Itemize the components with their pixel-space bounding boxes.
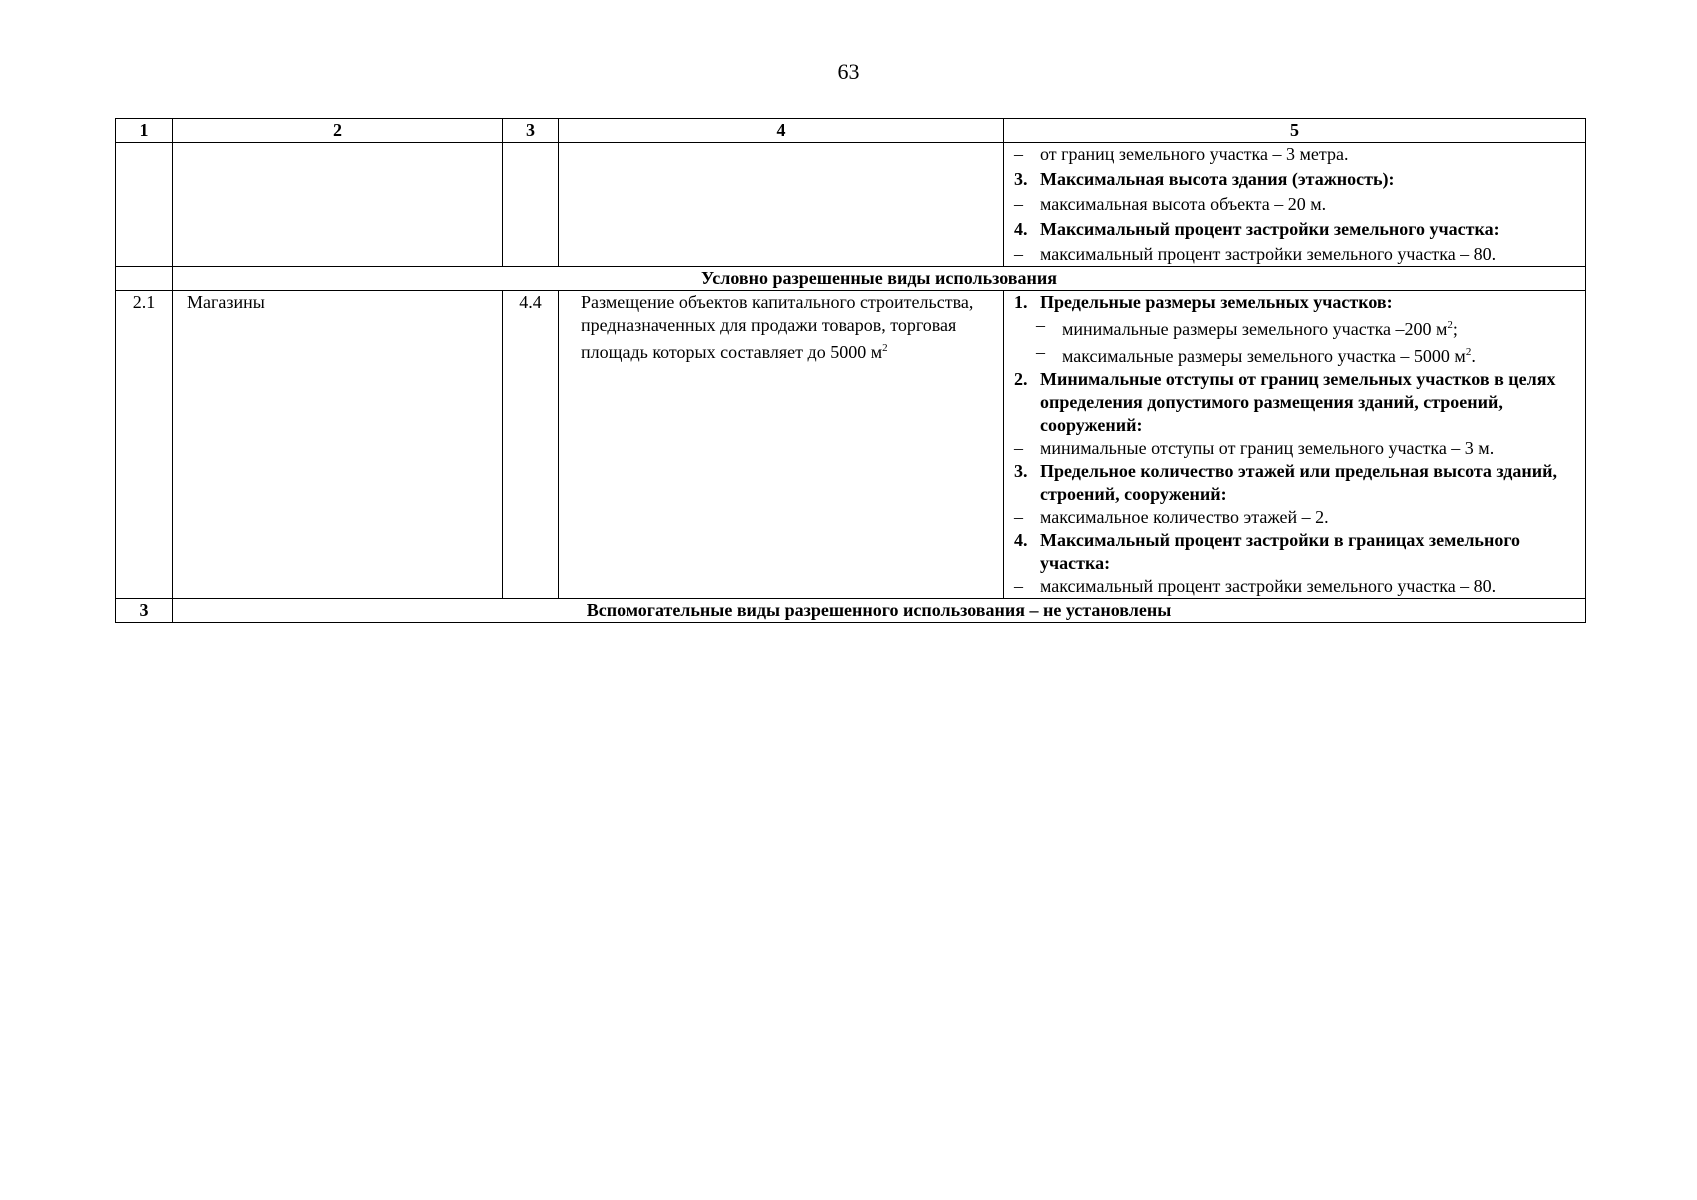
param-superscript: 2 [1447,319,1453,331]
section-conditional-row [116,267,1586,291]
use-type-description [559,291,1004,599]
param-heading-text: Максимальная высота здания (этажность): [1040,169,1395,189]
param-text-main: минимальные размеры земельного участка –200 м [1062,319,1448,339]
param-heading-text: Предельное количество этажей или предельная высота зданий, строений, сооружений: [1040,461,1558,504]
regulations-table [115,118,1586,623]
continuation-cell-3 [503,143,559,267]
param-line [1010,143,1579,166]
description-superscript: 2 [882,342,888,354]
param-heading-text: Предельные размеры земельных участков: [1040,292,1393,312]
dash-marker: – [1014,438,1023,458]
header-cell-5: 5 [1004,119,1586,143]
header-cell-4: 4 [559,119,1004,143]
param-heading-text: Максимальный процент застройки в границах земельного участка: [1040,530,1521,573]
param-text-main: максимальные размеры земельного участка – 5000 м [1062,346,1466,366]
auxiliary-uses-row [116,599,1586,623]
auxiliary-row-number: 3 [116,599,173,623]
param-text: максимальный процент застройки земельного участка – 80. [1040,576,1497,596]
param-text: от границ земельного участка – 3 метра. [1040,144,1349,164]
section-conditional-title: Условно разрешенные виды использования [173,267,1586,291]
row-number: 2.1 [116,291,173,599]
param-text [1062,314,1579,341]
number-marker: 1. [1014,292,1028,312]
dash-marker: – [1014,194,1023,214]
param-text: максимальная высота объекта – 20 м. [1040,194,1327,214]
param-text-end: ; [1452,319,1458,339]
table-row [116,291,1586,599]
header-cell-3: 3 [503,119,559,143]
param-text: минимальные отступы от границ земельного участка – 3 м. [1040,438,1495,458]
classifier-code: 4.4 [503,291,559,599]
param-heading [1010,168,1579,191]
param-line [1010,314,1579,341]
section-num-cell [116,267,173,291]
dash-marker: – [1014,576,1023,596]
param-heading [1010,291,1579,314]
param-line [1010,243,1579,266]
param-heading [1010,218,1579,241]
param-line [1010,193,1579,216]
dash-marker: – [1036,342,1045,362]
param-text [1062,341,1579,368]
number-marker: 3. [1014,169,1028,189]
param-line [1010,341,1579,368]
continuation-parameters-cell [1004,143,1586,267]
table-header-row [116,119,1586,143]
parameters-cell [1004,291,1586,599]
continuation-cell-2 [173,143,503,267]
param-line [1010,506,1579,529]
number-marker: 4. [1014,530,1028,550]
dash-marker: – [1014,144,1023,164]
param-text: максимальный процент застройки земельного участка – 80. [1040,244,1497,264]
header-cell-2: 2 [173,119,503,143]
header-cell-1: 1 [116,119,173,143]
dash-marker: – [1036,315,1045,335]
page-number: 63 [837,59,860,84]
continuation-cell-4 [559,143,1004,267]
use-type-name: Магазины [173,291,503,599]
param-heading [1010,460,1579,506]
param-heading [1010,529,1579,575]
dash-marker: – [1014,507,1023,527]
continuation-cell-1 [116,143,173,267]
continuation-row [116,143,1586,267]
number-marker: 3. [1014,461,1028,481]
param-text: максимальное количество этажей – 2. [1040,507,1329,527]
param-superscript: 2 [1465,346,1472,358]
auxiliary-uses-text: Вспомогательные виды разрешенного использования – не установлены [173,599,1586,623]
number-marker: 4. [1014,219,1028,239]
param-line [1010,575,1579,598]
param-line [1010,437,1579,460]
param-heading-text: Минимальные отступы от границ земельных участков в целях определения допустимого размещения зданий, строений, сооружений: [1040,369,1556,435]
number-marker: 2. [1014,369,1028,389]
param-text-end: . [1471,346,1476,366]
description-text: Размещение объектов капитального строительства, предназначенных для продажи товаров, торговая площадь которых составляет до 5000 м [581,292,974,362]
dash-marker: – [1014,244,1023,264]
param-heading [1010,368,1579,437]
param-heading-text: Максимальный процент застройки земельного участка: [1040,219,1500,239]
